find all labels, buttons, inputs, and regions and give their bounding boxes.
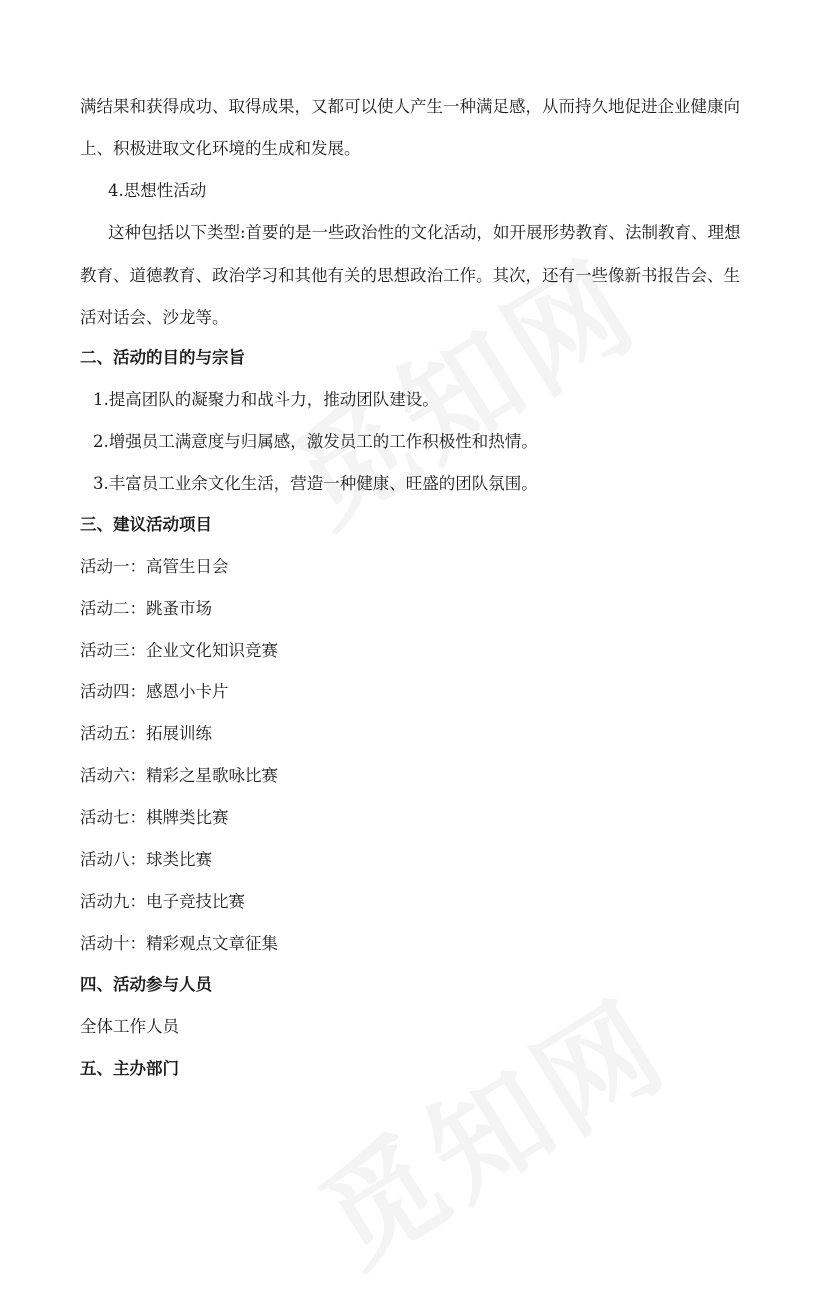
- activity-item: 活动三：企业文化知识竞赛: [80, 641, 278, 660]
- activity-item: 活动二：跳蚤市场: [80, 599, 212, 618]
- list-item: 1.提高团队的凝聚力和战斗力，推动团队建设。: [93, 390, 439, 409]
- section-heading: 三、建议活动项目: [80, 515, 212, 534]
- list-item: 3.丰富员工业余文化生活，营造一种健康、旺盛的团队氛围。: [93, 474, 538, 493]
- paragraph-line: 这种包括以下类型:首要的是一些政治性的文化活动，如开展形势教育、法制教育、理想: [108, 223, 741, 242]
- activity-item: 活动四：感恩小卡片: [80, 682, 229, 701]
- section-heading: 四、活动参与人员: [80, 975, 212, 994]
- activity-item: 活动一：高管生日会: [80, 557, 229, 576]
- activity-item: 活动八：球类比赛: [80, 850, 212, 869]
- section-heading: 五、主办部门: [80, 1059, 179, 1078]
- activity-item: 活动七：棋牌类比赛: [80, 808, 229, 827]
- paragraph-line: 教育、道德教育、政治学习和其他有关的思想政治工作。其次，还有一些像新书报告会、生: [80, 266, 740, 285]
- activity-item: 活动六：精彩之星歌咏比赛: [80, 766, 278, 785]
- watermark: [254, 213, 665, 557]
- paragraph-line: 全体工作人员: [80, 1017, 179, 1036]
- activity-item: 活动五：拓展训练: [80, 724, 212, 743]
- list-item: 2.增强员工满意度与归属感，激发员工的工作积极性和热情。: [93, 432, 538, 451]
- subsection-title: 4.思想性活动: [108, 181, 207, 200]
- watermark: [284, 953, 695, 1297]
- activity-item: 活动九：电子竞技比赛: [80, 892, 245, 911]
- activity-item: 活动十：精彩观点文章征集: [80, 934, 278, 953]
- paragraph-line: 满结果和获得成功、取得成果，又都可以使人产生一种满足感，从而持久地促进企业健康向: [80, 97, 740, 116]
- paragraph-line: 上、积极进取文化环境的生成和发展。: [80, 139, 361, 158]
- paragraph-line: 活对话会、沙龙等。: [80, 308, 229, 327]
- section-heading: 二、活动的目的与宗旨: [80, 348, 245, 367]
